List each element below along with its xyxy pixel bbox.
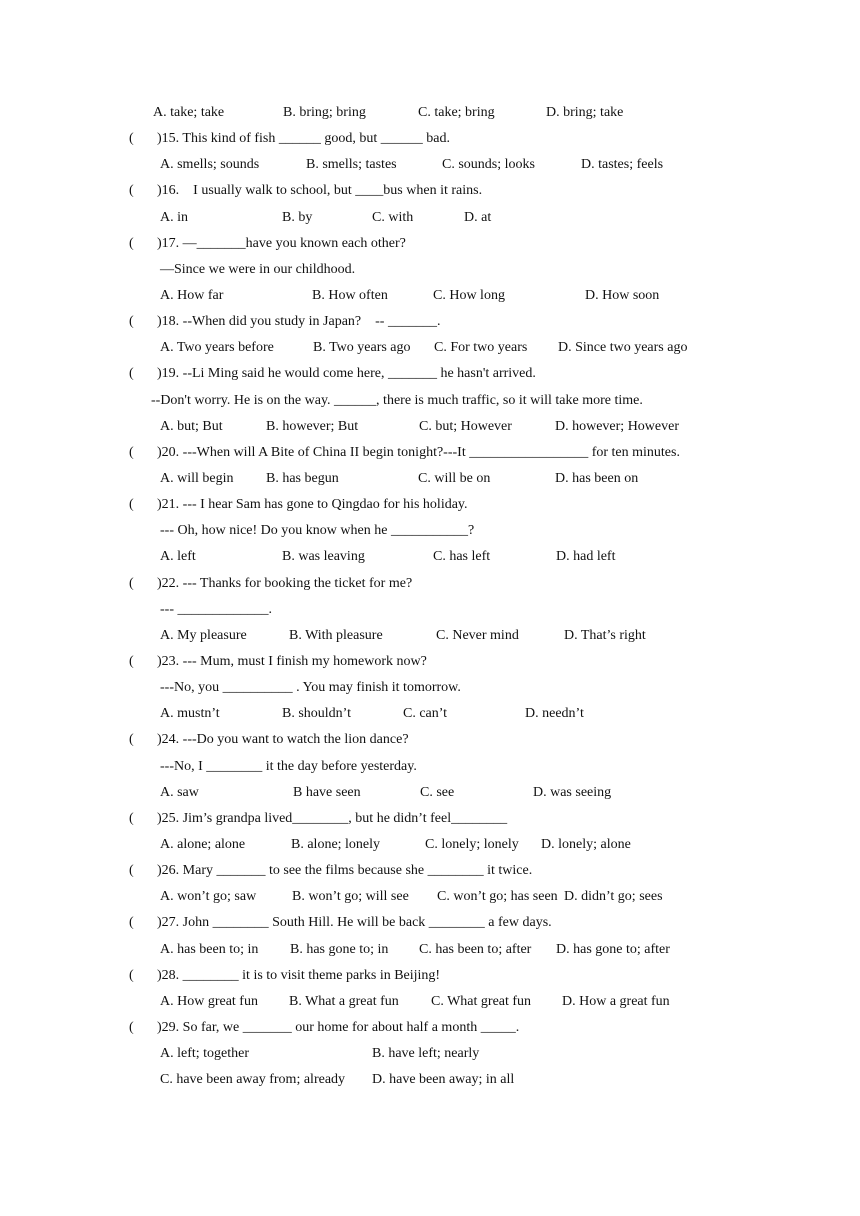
options-row-q28 xyxy=(0,989,860,1015)
answer-option: D. lonely; alone xyxy=(541,836,631,852)
answer-option: D. bring; take xyxy=(546,105,624,120)
options-row-q20 xyxy=(0,466,860,492)
answer-option: D. didn’t go; sees xyxy=(564,889,663,905)
answer-option: C. take; bring xyxy=(418,105,495,120)
options-row-q17 xyxy=(0,283,860,309)
dialogue-line xyxy=(0,754,860,780)
options-row-q25 xyxy=(0,832,860,858)
answer-option: D. needn’t xyxy=(525,706,584,722)
answer-bracket: ( xyxy=(129,653,134,669)
question-24 xyxy=(0,727,860,753)
question-26 xyxy=(0,858,860,884)
answer-option: D. How soon xyxy=(585,287,660,303)
answer-bracket: ( xyxy=(129,366,134,382)
answer-option: B. What a great fun xyxy=(289,993,399,1009)
question-22 xyxy=(0,571,860,597)
answer-option: B. alone; lonely xyxy=(291,836,381,852)
answer-option: C. but; However xyxy=(419,418,512,434)
answer-option: A. in xyxy=(160,209,188,225)
answer-option: C. have been away from; already xyxy=(160,1072,346,1088)
answer-option: A. won’t go; saw xyxy=(160,889,257,905)
question-list xyxy=(0,100,860,1093)
dialogue-text: --- _____________. xyxy=(160,601,272,617)
answer-option: A. My pleasure xyxy=(160,627,247,643)
answer-option: A. mustn’t xyxy=(160,706,220,722)
answer-option: B have seen xyxy=(293,784,361,800)
question-stem: )24. ---Do you want to watch the lion dance? xyxy=(157,732,409,748)
answer-option: D. How a great fun xyxy=(562,993,670,1009)
dialogue-text: ---No, you __________ . You may finish it tomorrow. xyxy=(160,680,461,696)
question-stem: )22. --- Thanks for booking the ticket for me? xyxy=(157,575,413,591)
answer-option: C. sounds; looks xyxy=(442,157,535,173)
answer-option: C. How long xyxy=(433,287,505,303)
dialogue-text: --- Oh, how nice! Do you know when he ___________? xyxy=(160,523,475,539)
dialogue-line xyxy=(0,597,860,623)
options-row-q21 xyxy=(0,544,860,570)
answer-option: D. however; However xyxy=(555,418,680,434)
dialogue-text: --Don't worry. He is on the way. ______, there is much traffic, so it will take more time. xyxy=(151,392,643,408)
answer-option: A. take; take xyxy=(153,105,225,120)
options-row-q15 xyxy=(0,152,860,178)
answer-option: D. has been on xyxy=(555,470,639,486)
answer-option: D. Since two years ago xyxy=(558,340,688,356)
answer-option: A. has been to; in xyxy=(160,941,259,957)
dialogue-line xyxy=(0,388,860,414)
options-row-q23 xyxy=(0,701,860,727)
options-row-q24 xyxy=(0,780,860,806)
answer-option: B. was leaving xyxy=(282,549,365,565)
question-28 xyxy=(0,963,860,989)
question-20 xyxy=(0,440,860,466)
answer-bracket: ( xyxy=(129,314,134,330)
answer-option: C. with xyxy=(372,209,414,225)
dialogue-line xyxy=(0,257,860,283)
answer-option: A. Two years before xyxy=(160,340,274,356)
answer-option: D. That’s right xyxy=(564,627,646,643)
answer-option: D. was seeing xyxy=(533,784,612,800)
question-stem: )18. --When did you study in Japan? -- _______. xyxy=(157,314,441,330)
question-17 xyxy=(0,231,860,257)
answer-option: B. With pleasure xyxy=(289,627,383,643)
answer-option: C. can’t xyxy=(403,706,448,722)
question-15 xyxy=(0,126,860,152)
question-29 xyxy=(0,1015,860,1041)
question-19 xyxy=(0,361,860,387)
answer-option: C. For two years xyxy=(434,340,528,356)
answer-option: D. tastes; feels xyxy=(581,157,664,173)
question-18 xyxy=(0,309,860,335)
options-row-q14 xyxy=(0,100,860,126)
question-stem: )16. I usually walk to school, but ____bus when it rains. xyxy=(157,183,483,199)
answer-option: C. Never mind xyxy=(436,627,519,643)
options-row-q26 xyxy=(0,884,860,910)
options-row-q29 xyxy=(0,1041,860,1067)
answer-option: B. have left; nearly xyxy=(372,1046,480,1062)
answer-option: A. saw xyxy=(160,784,199,800)
answer-bracket: ( xyxy=(129,497,134,513)
answer-option: B. by xyxy=(282,209,313,225)
answer-option: B. has begun xyxy=(266,470,339,486)
answer-option: B. How often xyxy=(312,287,388,303)
question-stem: )21. --- I hear Sam has gone to Qingdao for his holiday. xyxy=(157,497,468,513)
answer-bracket: ( xyxy=(129,131,134,147)
answer-option: A. left xyxy=(160,549,196,565)
question-stem: )20. ---When will A Bite of China II begin tonight?---It _________________ for ten minutes. xyxy=(157,444,680,460)
options-row-q18 xyxy=(0,335,860,361)
answer-option: D. had left xyxy=(556,549,616,565)
answer-option: B. shouldn’t xyxy=(282,706,351,722)
answer-option: B. won’t go; will see xyxy=(292,889,409,905)
answer-bracket: ( xyxy=(129,575,134,591)
options-row-q16 xyxy=(0,205,860,231)
answer-option: C. lonely; lonely xyxy=(425,836,519,852)
options-row-q27 xyxy=(0,937,860,963)
question-stem: )23. --- Mum, must I finish my homework now? xyxy=(157,653,427,669)
answer-bracket: ( xyxy=(129,915,134,931)
answer-option: A. alone; alone xyxy=(160,836,246,852)
answer-option: B. however; But xyxy=(266,418,359,434)
answer-option: B. smells; tastes xyxy=(306,157,397,173)
question-stem: )29. So far, we _______ our home for about half a month _____. xyxy=(157,1019,520,1035)
answer-option: A. left; together xyxy=(160,1046,250,1062)
answer-option: C. won’t go; has seen xyxy=(437,889,558,905)
options-row-q22 xyxy=(0,623,860,649)
question-stem: )28. ________ it is to visit theme parks in Beijing! xyxy=(157,967,441,983)
answer-option: C. has been to; after xyxy=(419,941,532,957)
answer-bracket: ( xyxy=(129,183,134,199)
answer-option: B. Two years ago xyxy=(313,340,411,356)
question-25 xyxy=(0,806,860,832)
question-stem: )19. --Li Ming said he would come here, _______ he hasn't arrived. xyxy=(157,366,536,382)
answer-option: B. has gone to; in xyxy=(290,941,389,957)
answer-option: A. but; But xyxy=(160,418,223,434)
question-stem: )15. This kind of fish ______ good, but ______ bad. xyxy=(157,131,450,147)
answer-option: D. at xyxy=(464,209,492,225)
question-16 xyxy=(0,178,860,204)
answer-option: C. see xyxy=(420,784,455,800)
options-row-q29-b xyxy=(0,1067,860,1093)
answer-option: A. will begin xyxy=(160,470,234,486)
question-stem: )25. Jim’s grandpa lived________, but he didn’t feel________ xyxy=(157,810,508,826)
answer-bracket: ( xyxy=(129,810,134,826)
question-stem: )26. Mary _______ to see the films because she ________ it twice. xyxy=(157,863,533,879)
dialogue-text: ---No, I ________ it the day before yesterday. xyxy=(160,758,417,774)
answer-bracket: ( xyxy=(129,967,134,983)
question-27 xyxy=(0,910,860,936)
answer-option: D. has gone to; after xyxy=(556,941,670,957)
dialogue-line xyxy=(0,675,860,701)
answer-bracket: ( xyxy=(129,444,134,460)
question-21 xyxy=(0,492,860,518)
question-23 xyxy=(0,649,860,675)
answer-option: D. have been away; in all xyxy=(372,1072,515,1088)
answer-option: C. What great fun xyxy=(431,993,532,1009)
dialogue-line xyxy=(0,518,860,544)
answer-option: A. How great fun xyxy=(160,993,258,1009)
question-stem: )17. —_______have you known each other? xyxy=(157,235,406,251)
options-row-q19 xyxy=(0,414,860,440)
answer-bracket: ( xyxy=(129,863,134,879)
dialogue-text: —Since we were in our childhood. xyxy=(160,261,356,277)
answer-bracket: ( xyxy=(129,732,134,748)
answer-option: B. bring; bring xyxy=(283,105,366,120)
answer-bracket: ( xyxy=(129,1019,134,1035)
answer-option: C. has left xyxy=(433,549,491,565)
question-stem: )27. John ________ South Hill. He will be back ________ a few days. xyxy=(157,915,552,931)
answer-option: A. How far xyxy=(160,287,224,303)
answer-bracket: ( xyxy=(129,235,134,251)
answer-option: C. will be on xyxy=(418,470,491,486)
answer-option: A. smells; sounds xyxy=(160,157,260,173)
